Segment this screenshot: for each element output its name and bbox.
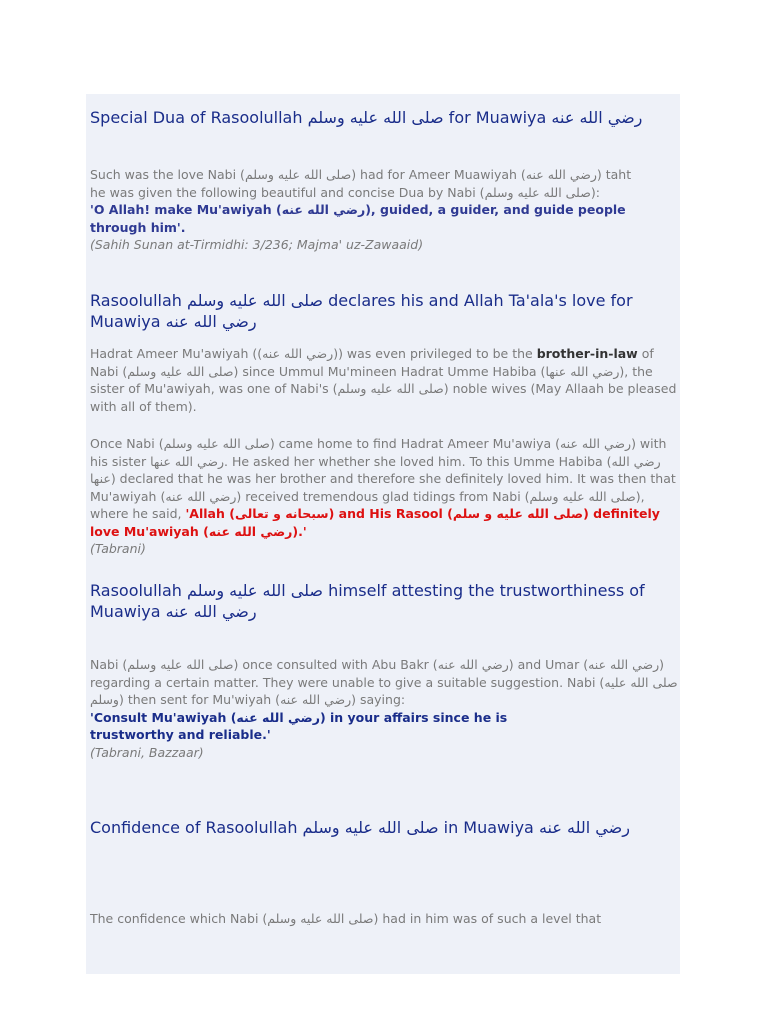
paragraph-line: he was given the following beautiful and concise Dua by Nabi (صلى الله عليه وسلم): (90, 184, 600, 200)
paragraph-text: Once Nabi (صلى الله عليه وسلم) came home to find Hadrat Ameer Mu'awiya (رضي الله عنه) with his sister رضي الله عنها. He asked her whether she loved him. To this Umme Habiba (رضي الله عنها) declared that he was her brother and therefore she definitely loved him. It was then that Mu'awiyah (رضي الله عنه) received tremendous glad tidings from Nabi (صلى الله عليه وسلم), where he said, (90, 436, 676, 521)
paragraph-text: of Nabi (صلى الله عليه وسلم) since Ummul Mu'mineen Hadrat Umme Habiba (رضي الله عنها), the sister of Mu'awiyah, was one of Nabi's (صلى الله عليه وسلم) noble wives (May Allaah be pleased with all of them). (90, 346, 677, 414)
paragraph-text: Nabi (صلى الله عليه وسلم) once consulted with Abu Bakr (رضي الله عنه) and Umar (رضي الله عنه) regarding a certain matter. They were unable to give a suitable suggestion. Nabi (صلى الله عليه وسلم) then sent for Mu'wiyah (رضي الله عنه) saying: (90, 657, 678, 707)
paragraph-consultation (90, 656, 680, 761)
section-heading-love-declaration: Rasoolullah صلى الله عليه وسلم declares his and Allah Ta'ala's love for Muawiya رضي الله عنه (90, 291, 633, 331)
consult-quote: 'Consult Mu'awiyah (رضي الله عنه) in your affairs since he is trustworthy and reliable.' (90, 709, 508, 742)
section-heading-trustworthiness: Rasoolullah صلى الله عليه وسلم himself attesting the trustworthiness of Muawiya رضي الله عنه (90, 581, 645, 621)
citation: (Sahih Sunan at-Tirmidhi: 3/236; Majma' uz-Zawaaid) (90, 237, 424, 252)
dua-quote: 'O Allah! make Mu'awiyah (رضي الله عنه), guided, a guider, and guide people through him'. (90, 202, 626, 235)
paragraph-brother-in-law (90, 345, 680, 415)
paragraph-text: Hadrat Ameer Mu'awiyah ((رضي الله عنه)) was even privileged to be the (90, 346, 537, 361)
hadith-quote: 'Allah (سبحانه و تعالى) and His Rasool (صلى الله عليه و سلم) definitely love Mu'awiyah (رضي الله عنه).' (90, 506, 660, 539)
paragraph-line: Such was the love Nabi (صلى الله عليه وسلم) had for Ameer Muawiyah (رضي الله عنه) taht (90, 167, 632, 182)
section-heading-special-dua: Special Dua of Rasoolullah صلى الله عليه وسلم for Muawiya رضي الله عنه (90, 108, 643, 127)
section-heading-confidence: Confidence of Rasoolullah صلى الله عليه وسلم in Muawiya رضي الله عنه (90, 818, 630, 837)
paragraph-confidence: The confidence which Nabi (صلى الله عليه وسلم) had in him was of such a level that (90, 911, 602, 926)
citation: (Tabrani) (90, 541, 146, 556)
brother-in-law-term: brother-in-law (536, 346, 638, 361)
citation: (Tabrani, Bazzaar) (90, 744, 204, 760)
paragraph-glad-tidings (90, 435, 680, 558)
paragraph-love-intro (90, 166, 680, 254)
